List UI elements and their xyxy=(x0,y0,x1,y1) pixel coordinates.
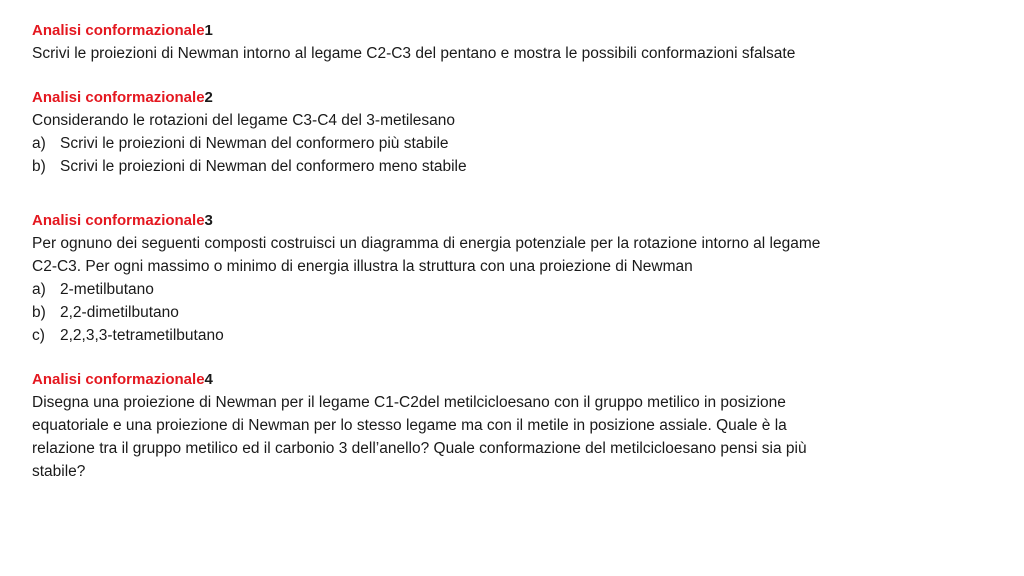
list-item xyxy=(32,324,992,347)
list-item xyxy=(32,301,992,324)
exercise-2-heading-number: 2 xyxy=(204,89,213,106)
list-item-marker: c) xyxy=(32,327,45,344)
exercise-2-text: Considerando le rotazioni del legame C3-C4 del 3-metilesano xyxy=(32,112,456,129)
list-item-text: 2,2,3,3-tetrametilbutano xyxy=(60,327,224,344)
exercise-4 xyxy=(32,369,992,483)
exercise-1-text: Scrivi le proiezioni di Newman intorno al legame C2-C3 del pentano e mostra le possibili conformazioni sfalsate xyxy=(32,45,796,62)
exercise-4-heading-number: 4 xyxy=(204,371,213,388)
exercise-3-heading xyxy=(32,210,992,232)
list-item-text: Scrivi le proiezioni di Newman del conformero più stabile xyxy=(60,135,449,152)
list-item xyxy=(32,132,992,155)
exercise-3-text-line-2: C2-C3. Per ogni massimo o minimo di energia illustra la struttura con una proiezione di Newman xyxy=(32,258,693,275)
list-item-marker: a) xyxy=(32,281,46,298)
exercise-4-text-line-4: stabile? xyxy=(32,463,86,480)
exercise-2-heading-label: Analisi conformazionale xyxy=(32,89,205,106)
exercise-4-text-line-2: equatoriale e una proiezione di Newman per lo stesso legame ma con il metile in posizione assiale. Quale è la xyxy=(32,417,787,434)
exercise-3-list xyxy=(32,278,992,347)
exercise-2 xyxy=(32,87,992,178)
list-item-marker: b) xyxy=(32,158,46,175)
exercise-4-heading-label: Analisi conformazionale xyxy=(32,371,205,388)
slide-content xyxy=(32,20,992,483)
exercise-3 xyxy=(32,210,992,347)
exercise-1 xyxy=(32,20,992,65)
list-item-marker: b) xyxy=(32,304,46,321)
exercise-4-heading xyxy=(32,369,992,391)
exercise-3-heading-number: 3 xyxy=(204,212,213,229)
list-item xyxy=(32,155,992,178)
exercise-2-heading xyxy=(32,87,992,109)
exercise-2-list xyxy=(32,132,992,178)
exercise-1-heading-number: 1 xyxy=(204,22,213,39)
list-item-marker: a) xyxy=(32,135,46,152)
exercise-4-text-line-1: Disegna una proiezione di Newman per il legame C1-C2del metilcicloesano con il gruppo metilico in posizione xyxy=(32,394,786,411)
exercise-1-heading-label: Analisi conformazionale xyxy=(32,22,205,39)
list-item-text: 2,2-dimetilbutano xyxy=(60,304,179,321)
list-item-text: 2-metilbutano xyxy=(60,281,154,298)
list-item-text: Scrivi le proiezioni di Newman del conformero meno stabile xyxy=(60,158,467,175)
list-item xyxy=(32,278,992,301)
exercise-3-heading-label: Analisi conformazionale xyxy=(32,212,205,229)
exercise-3-text-line-1: Per ognuno dei seguenti composti costruisci un diagramma di energia potenziale per la rotazione intorno al legame xyxy=(32,235,821,252)
exercise-1-heading xyxy=(32,20,992,42)
exercise-4-text-line-3: relazione tra il gruppo metilico ed il carbonio 3 dell’anello? Quale conformazione del metilcicloesano pensi sia più xyxy=(32,440,807,457)
